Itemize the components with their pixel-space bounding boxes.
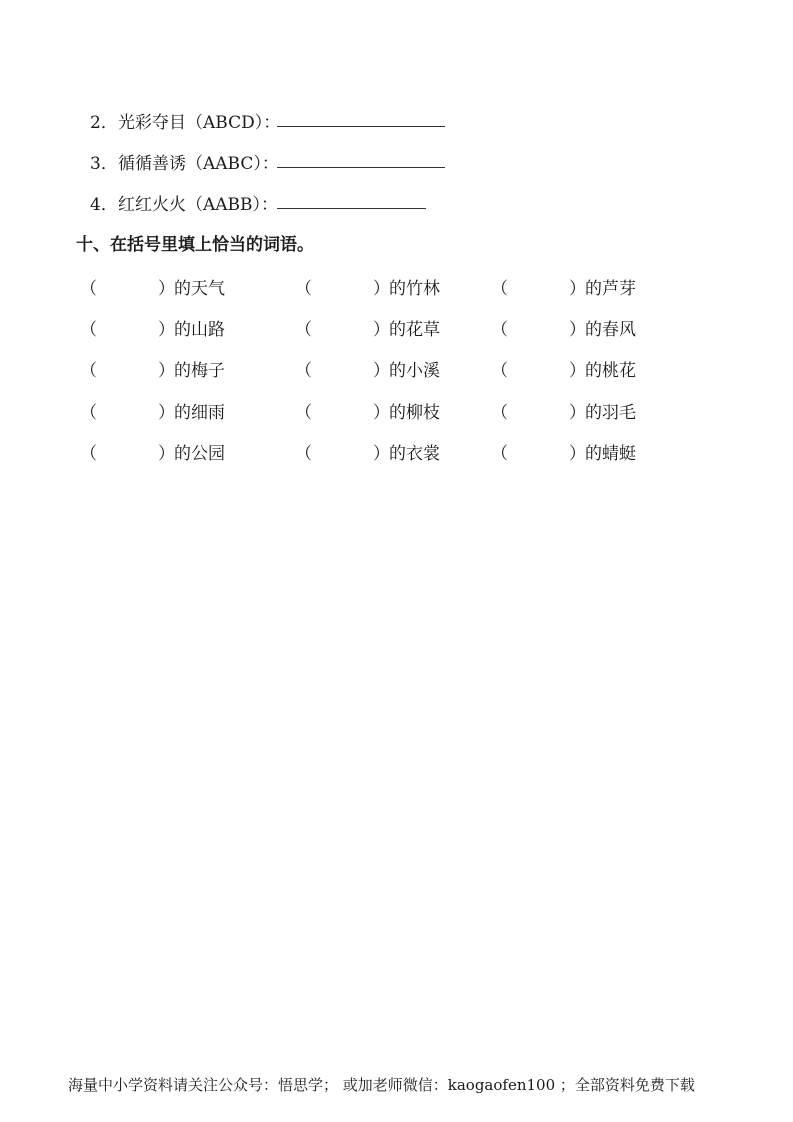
item-number: 3．	[90, 154, 118, 174]
item-number: 4．	[90, 195, 118, 215]
close-paren: ）	[373, 403, 390, 423]
noun-phrase: 的羽毛	[585, 403, 636, 423]
close-paren: ）	[373, 361, 390, 381]
answer-blank[interactable]	[313, 274, 371, 296]
open-paren: （	[295, 320, 312, 340]
answer-blank[interactable]	[98, 398, 156, 420]
close-paren: ）	[569, 403, 586, 423]
noun-phrase: 的细雨	[174, 403, 225, 423]
noun-phrase: 的柳枝	[389, 403, 440, 423]
open-paren: （	[491, 361, 508, 381]
open-paren: （	[295, 444, 312, 464]
noun-phrase: 的衣裳	[389, 444, 440, 464]
noun-phrase: 的小溪	[389, 361, 440, 381]
close-paren: ）	[569, 279, 586, 299]
answer-blank[interactable]	[98, 274, 156, 296]
open-paren: （	[295, 403, 312, 423]
close-paren: ）	[569, 361, 586, 381]
open-paren: （	[491, 444, 508, 464]
close-paren: ）	[569, 444, 586, 464]
item-text: 循循善诱（AABC）：	[118, 154, 279, 174]
exercise10-title: 十、在括号里填上恰当的词语。	[76, 235, 314, 255]
close-paren: ）	[158, 320, 175, 340]
open-paren: （	[295, 361, 312, 381]
item-number: 2．	[90, 113, 118, 133]
open-paren: （	[80, 403, 97, 423]
answer-blank[interactable]	[509, 439, 567, 461]
answer-blank[interactable]	[509, 398, 567, 420]
close-paren: ）	[158, 403, 175, 423]
close-paren: ）	[373, 279, 390, 299]
answer-blank[interactable]	[98, 439, 156, 461]
close-paren: ）	[158, 444, 175, 464]
item-text: 光彩夺目（ABCD）：	[118, 113, 281, 133]
answer-blank[interactable]	[277, 208, 426, 209]
open-paren: （	[491, 403, 508, 423]
answer-blank[interactable]	[313, 315, 371, 337]
answer-blank[interactable]	[313, 439, 371, 461]
noun-phrase: 的芦芽	[585, 279, 636, 299]
noun-phrase: 的春风	[585, 320, 636, 340]
open-paren: （	[491, 320, 508, 340]
noun-phrase: 的桃花	[585, 361, 636, 381]
open-paren: （	[80, 279, 97, 299]
footer-note: 海量中小学资料请关注公众号：悟思学； 或加老师微信：kaogaofen100 ；全部资料免费下载	[68, 1076, 695, 1094]
noun-phrase: 的花草	[389, 320, 440, 340]
noun-phrase: 的梅子	[174, 361, 225, 381]
noun-phrase: 的公园	[174, 444, 225, 464]
item-text: 红红火火（AABB）：	[118, 195, 279, 215]
answer-blank[interactable]	[313, 356, 371, 378]
answer-blank[interactable]	[277, 167, 445, 168]
close-paren: ）	[569, 320, 586, 340]
answer-blank[interactable]	[98, 315, 156, 337]
answer-blank[interactable]	[509, 315, 567, 337]
noun-phrase: 的竹林	[389, 279, 440, 299]
open-paren: （	[80, 320, 97, 340]
open-paren: （	[295, 279, 312, 299]
close-paren: ）	[373, 444, 390, 464]
open-paren: （	[80, 444, 97, 464]
open-paren: （	[80, 361, 97, 381]
close-paren: ）	[158, 361, 175, 381]
close-paren: ）	[158, 279, 175, 299]
noun-phrase: 的蜻蜓	[585, 444, 636, 464]
answer-blank[interactable]	[277, 126, 445, 127]
answer-blank[interactable]	[509, 356, 567, 378]
close-paren: ）	[373, 320, 390, 340]
noun-phrase: 的天气	[174, 279, 225, 299]
answer-blank[interactable]	[98, 356, 156, 378]
answer-blank[interactable]	[509, 274, 567, 296]
answer-blank[interactable]	[313, 398, 371, 420]
noun-phrase: 的山路	[174, 320, 225, 340]
open-paren: （	[491, 279, 508, 299]
